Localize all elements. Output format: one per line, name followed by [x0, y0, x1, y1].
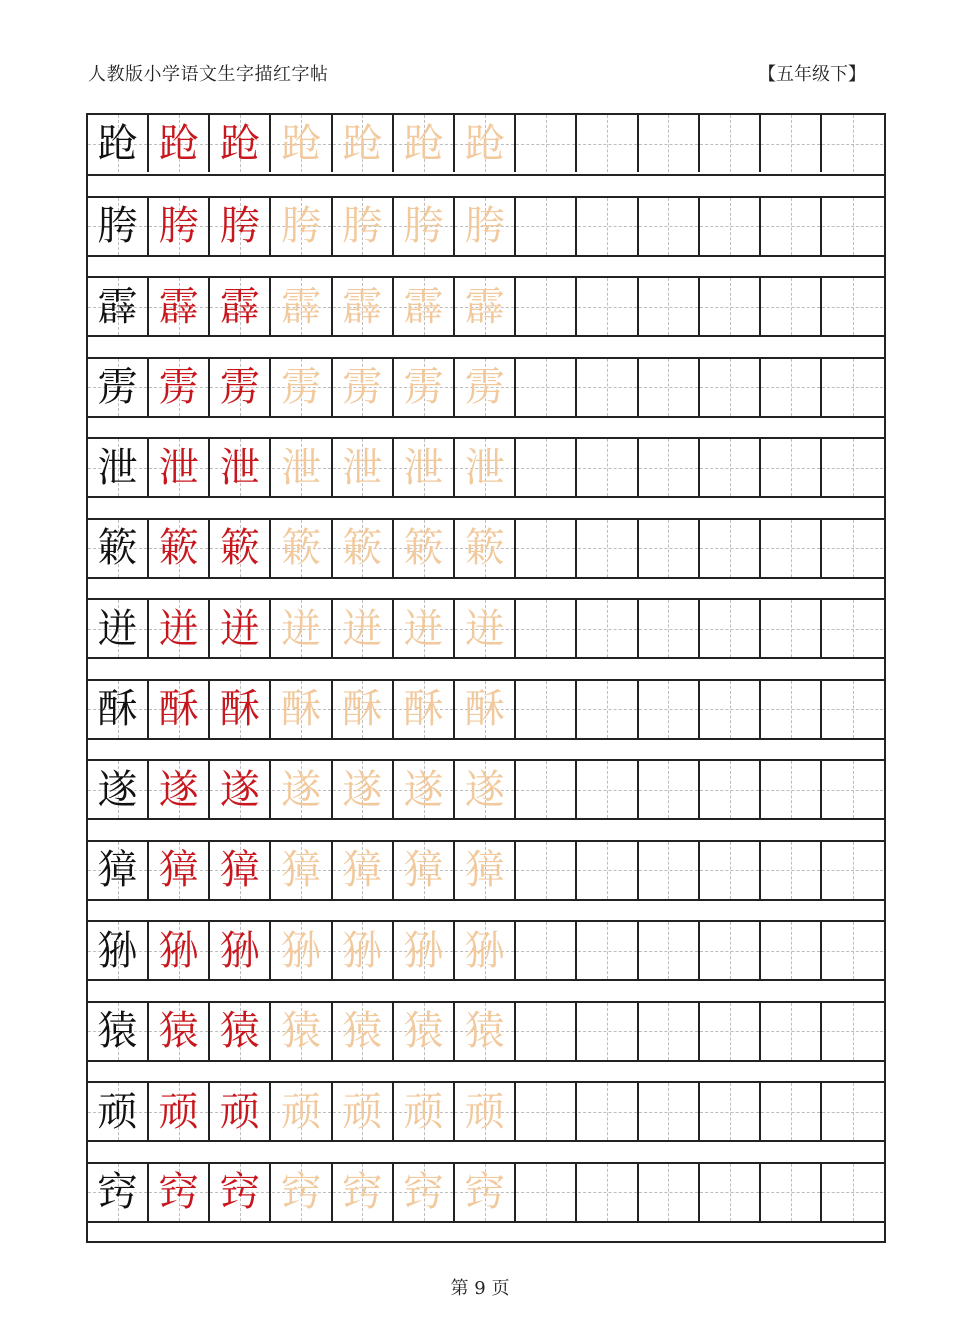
blank-practice-cell [516, 198, 577, 255]
blank-practice-cell [700, 278, 761, 335]
character-cell [149, 115, 210, 172]
red-character: 狲 [219, 927, 260, 974]
blank-practice-cell [700, 198, 761, 255]
character-cell [333, 278, 394, 335]
blank-practice-cell [700, 439, 761, 496]
blank-practice-cell [578, 922, 639, 979]
character-cell [394, 1003, 455, 1060]
blank-practice-cell [516, 842, 577, 899]
character-cell [333, 359, 394, 416]
blank-practice-cell [578, 1164, 639, 1221]
blank-practice-cell [578, 198, 639, 255]
practice-row [88, 196, 884, 257]
trace-character: 迸 [403, 605, 444, 652]
trace-character: 跄 [281, 120, 322, 167]
blank-practice-cell [578, 115, 639, 172]
header-title: 人教版小学语文生字描红字帖 [88, 64, 329, 85]
blank-practice-cell [761, 1083, 822, 1140]
blank-practice-cell [700, 842, 761, 899]
blank-practice-cell [516, 359, 577, 416]
character-cell [394, 1164, 455, 1221]
trace-character: 狲 [403, 927, 444, 974]
trace-character: 猿 [464, 1008, 505, 1054]
practice-row [88, 115, 884, 176]
character-cell [333, 1083, 394, 1140]
character-cell [149, 520, 210, 577]
red-character: 泄 [158, 444, 199, 491]
character-cell [210, 681, 271, 738]
character-cell [210, 600, 271, 657]
character-cell [333, 520, 394, 577]
character-cell [88, 842, 149, 899]
blank-practice-cell [761, 359, 822, 416]
model-character: 顽 [97, 1088, 138, 1135]
trace-character: 簌 [403, 525, 444, 571]
character-cell [394, 922, 455, 979]
trace-character: 酥 [281, 686, 322, 732]
blank-practice-cell [639, 922, 700, 979]
character-cell [333, 198, 394, 255]
character-cell [149, 600, 210, 657]
character-cell [88, 600, 149, 657]
trace-character: 迸 [342, 605, 383, 652]
blank-practice-cell [822, 115, 883, 172]
red-character: 跄 [219, 120, 260, 167]
character-cell [455, 439, 516, 496]
practice-row [88, 840, 884, 901]
trace-character: 雳 [464, 364, 505, 410]
blank-practice-cell [516, 278, 577, 335]
character-cell [210, 198, 271, 255]
trace-character: 泄 [342, 444, 383, 491]
character-cell [210, 761, 271, 818]
character-cell [455, 359, 516, 416]
red-character: 顽 [219, 1088, 260, 1135]
blank-practice-cell [639, 842, 700, 899]
character-cell [149, 1083, 210, 1140]
trace-character: 猿 [403, 1008, 444, 1054]
blank-practice-cell [700, 520, 761, 577]
blank-practice-cell [822, 600, 883, 657]
character-cell [149, 761, 210, 818]
character-cell [88, 439, 149, 496]
trace-character: 酥 [464, 686, 505, 732]
red-character: 獐 [219, 847, 260, 893]
blank-practice-cell [639, 600, 700, 657]
blank-practice-cell [822, 922, 883, 979]
character-cell [149, 922, 210, 979]
practice-sheet [86, 113, 886, 1243]
practice-row [88, 759, 884, 820]
red-character: 遂 [219, 766, 260, 813]
model-character: 迸 [97, 605, 138, 652]
trace-character: 泄 [464, 444, 505, 491]
character-cell [272, 842, 333, 899]
character-cell [88, 359, 149, 416]
character-cell [149, 842, 210, 899]
blank-practice-cell [761, 1164, 822, 1221]
blank-practice-cell [822, 520, 883, 577]
blank-practice-cell [822, 1164, 883, 1221]
character-cell [88, 278, 149, 335]
character-cell [149, 1164, 210, 1221]
character-cell [394, 520, 455, 577]
blank-practice-cell [700, 115, 761, 172]
red-character: 胯 [219, 203, 260, 249]
character-cell [88, 1003, 149, 1060]
red-character: 迸 [158, 605, 199, 652]
trace-character: 猿 [281, 1008, 322, 1054]
blank-practice-cell [578, 600, 639, 657]
model-character: 狲 [97, 927, 138, 974]
character-cell [394, 681, 455, 738]
character-cell [272, 681, 333, 738]
blank-practice-cell [639, 761, 700, 818]
blank-practice-cell [639, 1164, 700, 1221]
trace-character: 霹 [281, 283, 322, 330]
trace-character: 雳 [281, 364, 322, 410]
character-cell [210, 278, 271, 335]
blank-practice-cell [639, 359, 700, 416]
blank-practice-cell [761, 681, 822, 738]
character-cell [333, 1003, 394, 1060]
blank-practice-cell [578, 1003, 639, 1060]
trace-character: 泄 [403, 444, 444, 491]
red-character: 霹 [158, 283, 199, 330]
trace-character: 遂 [403, 766, 444, 813]
character-cell [88, 1164, 149, 1221]
trace-character: 簌 [464, 525, 505, 571]
trace-character: 獐 [342, 847, 383, 893]
character-cell [149, 439, 210, 496]
blank-practice-cell [822, 681, 883, 738]
character-cell [272, 278, 333, 335]
character-cell [210, 1164, 271, 1221]
trace-character: 跄 [464, 120, 505, 167]
blank-practice-cell [822, 1083, 883, 1140]
blank-practice-cell [578, 681, 639, 738]
trace-character: 霹 [403, 283, 444, 330]
character-cell [455, 761, 516, 818]
character-cell [149, 198, 210, 255]
character-cell [394, 761, 455, 818]
character-cell [210, 520, 271, 577]
blank-practice-cell [516, 681, 577, 738]
character-cell [272, 1083, 333, 1140]
trace-character: 狲 [342, 927, 383, 974]
trace-character: 簌 [342, 525, 383, 571]
character-cell [394, 359, 455, 416]
blank-practice-cell [516, 600, 577, 657]
red-character: 雳 [219, 364, 260, 410]
trace-character: 胯 [281, 203, 322, 249]
character-cell [272, 1003, 333, 1060]
blank-practice-cell [578, 520, 639, 577]
character-cell [210, 1083, 271, 1140]
blank-practice-cell [639, 198, 700, 255]
model-character: 遂 [97, 766, 138, 813]
character-cell [272, 439, 333, 496]
red-character: 窍 [158, 1169, 199, 1215]
trace-character: 顽 [342, 1088, 383, 1135]
character-cell [455, 115, 516, 172]
trace-character: 迸 [281, 605, 322, 652]
character-cell [272, 115, 333, 172]
trace-character: 顽 [403, 1088, 444, 1135]
blank-practice-cell [761, 198, 822, 255]
practice-row [88, 276, 884, 337]
blank-practice-cell [822, 198, 883, 255]
blank-practice-cell [761, 922, 822, 979]
trace-character: 霹 [342, 283, 383, 330]
trace-character: 窍 [403, 1169, 444, 1215]
practice-row [88, 598, 884, 659]
character-cell [455, 600, 516, 657]
trace-character: 雳 [403, 364, 444, 410]
trace-character: 胯 [403, 203, 444, 249]
blank-practice-cell [578, 761, 639, 818]
practice-row [88, 1001, 884, 1062]
character-cell [333, 922, 394, 979]
blank-practice-cell [700, 359, 761, 416]
blank-practice-cell [516, 1164, 577, 1221]
blank-practice-cell [761, 600, 822, 657]
blank-practice-cell [578, 1083, 639, 1140]
blank-practice-cell [822, 359, 883, 416]
blank-practice-cell [822, 761, 883, 818]
character-cell [333, 439, 394, 496]
trace-character: 遂 [464, 766, 505, 813]
red-character: 跄 [158, 120, 199, 167]
trace-character: 跄 [342, 120, 383, 167]
character-cell [88, 681, 149, 738]
character-cell [210, 115, 271, 172]
character-cell [455, 1083, 516, 1140]
blank-practice-cell [822, 1003, 883, 1060]
red-character: 酥 [219, 686, 260, 732]
character-cell [455, 842, 516, 899]
red-character: 簌 [158, 525, 199, 571]
character-cell [333, 600, 394, 657]
blank-practice-cell [516, 115, 577, 172]
red-character: 遂 [158, 766, 199, 813]
model-character: 霹 [97, 283, 138, 330]
blank-practice-cell [516, 1003, 577, 1060]
model-character: 胯 [97, 203, 138, 249]
trace-character: 遂 [281, 766, 322, 813]
grade-label: 【五年级下】 [758, 64, 866, 85]
red-character: 猿 [158, 1008, 199, 1054]
character-cell [394, 115, 455, 172]
trace-character: 雳 [342, 364, 383, 410]
blank-practice-cell [578, 439, 639, 496]
character-cell [272, 600, 333, 657]
blank-practice-cell [761, 439, 822, 496]
trace-character: 狲 [281, 927, 322, 974]
model-character: 雳 [97, 364, 138, 410]
character-cell [455, 1003, 516, 1060]
trace-character: 窍 [342, 1169, 383, 1215]
red-character: 簌 [219, 525, 260, 571]
blank-practice-cell [761, 842, 822, 899]
blank-practice-cell [700, 1083, 761, 1140]
blank-practice-cell [822, 842, 883, 899]
trace-character: 胯 [342, 203, 383, 249]
blank-practice-cell [516, 520, 577, 577]
character-cell [455, 1164, 516, 1221]
trace-character: 窍 [464, 1169, 505, 1215]
character-cell [210, 439, 271, 496]
trace-character: 胯 [464, 203, 505, 249]
blank-practice-cell [516, 761, 577, 818]
model-character: 窍 [97, 1169, 138, 1215]
blank-practice-cell [639, 278, 700, 335]
blank-practice-cell [761, 1003, 822, 1060]
character-cell [88, 520, 149, 577]
model-character: 泄 [97, 444, 138, 491]
trace-character: 窍 [281, 1169, 322, 1215]
trace-character: 獐 [281, 847, 322, 893]
model-character: 酥 [97, 686, 138, 732]
character-cell [272, 198, 333, 255]
blank-practice-cell [761, 115, 822, 172]
red-character: 胯 [158, 203, 199, 249]
blank-practice-cell [822, 439, 883, 496]
blank-practice-cell [639, 681, 700, 738]
trace-character: 霹 [464, 283, 505, 330]
trace-character: 猿 [342, 1008, 383, 1054]
trace-character: 獐 [464, 847, 505, 893]
character-cell [272, 922, 333, 979]
character-cell [455, 278, 516, 335]
character-cell [88, 115, 149, 172]
trace-character: 簌 [281, 525, 322, 571]
blank-practice-cell [516, 1083, 577, 1140]
red-character: 酥 [158, 686, 199, 732]
blank-practice-cell [639, 115, 700, 172]
practice-row [88, 679, 884, 740]
character-cell [210, 359, 271, 416]
blank-practice-cell [578, 359, 639, 416]
trace-character: 遂 [342, 766, 383, 813]
character-cell [210, 1003, 271, 1060]
character-cell [88, 922, 149, 979]
trace-character: 迸 [464, 605, 505, 652]
blank-practice-cell [700, 761, 761, 818]
practice-row [88, 1081, 884, 1142]
character-cell [333, 115, 394, 172]
character-cell [333, 1164, 394, 1221]
character-cell [455, 922, 516, 979]
character-cell [210, 922, 271, 979]
trace-character: 泄 [281, 444, 322, 491]
red-character: 雳 [158, 364, 199, 410]
character-cell [272, 1164, 333, 1221]
red-character: 狲 [158, 927, 199, 974]
red-character: 猿 [219, 1008, 260, 1054]
blank-practice-cell [516, 922, 577, 979]
character-cell [272, 359, 333, 416]
trace-character: 獐 [403, 847, 444, 893]
character-cell [394, 198, 455, 255]
red-character: 獐 [158, 847, 199, 893]
red-character: 泄 [219, 444, 260, 491]
red-character: 窍 [219, 1169, 260, 1215]
practice-row [88, 437, 884, 498]
trace-character: 跄 [403, 120, 444, 167]
character-cell [210, 842, 271, 899]
page-number: 第 9 页 [450, 1278, 510, 1299]
character-cell [394, 439, 455, 496]
blank-practice-cell [761, 761, 822, 818]
red-character: 迸 [219, 605, 260, 652]
trace-character: 狲 [464, 927, 505, 974]
blank-practice-cell [700, 681, 761, 738]
blank-practice-cell [761, 278, 822, 335]
blank-practice-cell [700, 1164, 761, 1221]
character-cell [333, 842, 394, 899]
trace-character: 酥 [403, 686, 444, 732]
character-cell [455, 520, 516, 577]
red-character: 顽 [158, 1088, 199, 1135]
character-cell [455, 681, 516, 738]
blank-practice-cell [639, 520, 700, 577]
model-character: 跄 [97, 120, 138, 167]
blank-practice-cell [578, 278, 639, 335]
character-cell [272, 761, 333, 818]
model-character: 猿 [97, 1008, 138, 1054]
blank-practice-cell [822, 278, 883, 335]
character-cell [88, 761, 149, 818]
character-cell [149, 681, 210, 738]
blank-practice-cell [700, 600, 761, 657]
practice-row [88, 518, 884, 579]
blank-practice-cell [700, 1003, 761, 1060]
character-cell [333, 681, 394, 738]
model-character: 獐 [97, 847, 138, 893]
blank-practice-cell [639, 439, 700, 496]
character-cell [88, 1083, 149, 1140]
trace-character: 顽 [281, 1088, 322, 1135]
trace-character: 酥 [342, 686, 383, 732]
blank-practice-cell [578, 842, 639, 899]
blank-practice-cell [639, 1003, 700, 1060]
character-cell [149, 1003, 210, 1060]
blank-practice-cell [761, 520, 822, 577]
character-cell [272, 520, 333, 577]
practice-row [88, 920, 884, 981]
character-cell [333, 761, 394, 818]
blank-practice-cell [639, 1083, 700, 1140]
practice-row [88, 357, 884, 418]
red-character: 霹 [219, 283, 260, 330]
character-cell [394, 600, 455, 657]
blank-practice-cell [516, 439, 577, 496]
character-cell [88, 198, 149, 255]
blank-practice-cell [700, 922, 761, 979]
character-cell [394, 1083, 455, 1140]
character-cell [394, 842, 455, 899]
character-cell [394, 278, 455, 335]
character-cell [455, 198, 516, 255]
character-cell [149, 359, 210, 416]
character-cell [149, 278, 210, 335]
practice-row [88, 1162, 884, 1223]
model-character: 簌 [97, 525, 138, 571]
trace-character: 顽 [464, 1088, 505, 1135]
